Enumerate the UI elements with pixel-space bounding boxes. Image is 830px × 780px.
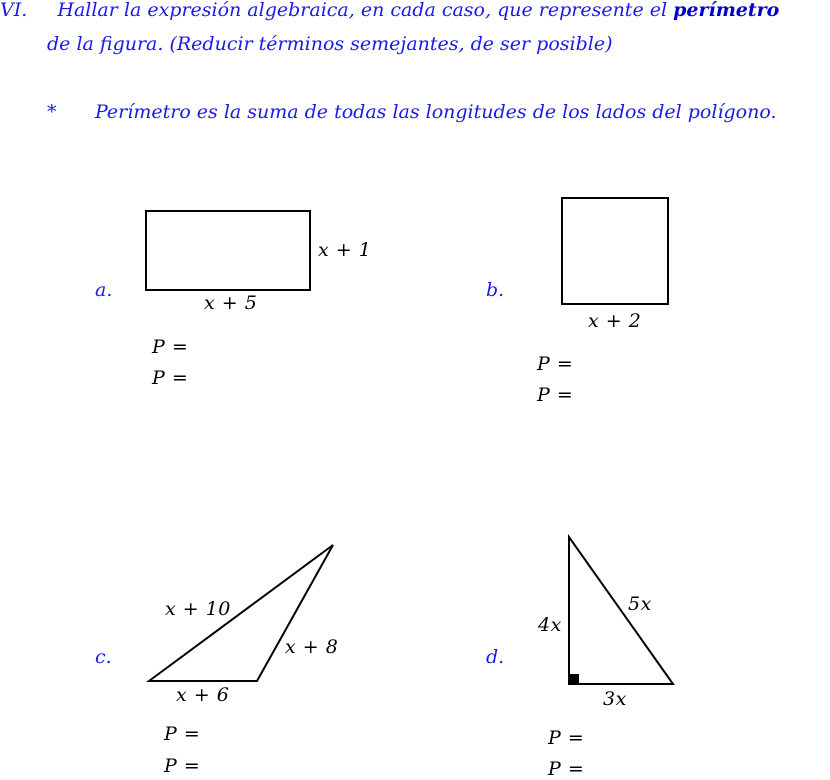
answer-c-line-1: P = (164, 723, 201, 745)
right-triangle-shape (569, 537, 673, 684)
instruction-line-2: de la figura. (Reducir términos semejantes, de ser posible) (47, 33, 613, 55)
answer-a-line-1: P = (152, 336, 189, 358)
side-a-right: x + 1 (318, 239, 372, 261)
side-b-bottom: x + 2 (588, 310, 642, 332)
answer-d-line-2: P = (548, 758, 585, 780)
side-c-bottom: x + 6 (176, 684, 230, 706)
answer-b-line-2: P = (537, 384, 574, 406)
answer-a-line-2: P = (152, 367, 189, 389)
answer-c-line-2: P = (164, 755, 201, 777)
side-c-right: x + 8 (285, 636, 339, 658)
instruction-text: Hallar la expresión algebraica, en cada caso, que represente el (57, 0, 668, 21)
square-shape (562, 198, 668, 304)
perimeter-term: perímetro (673, 0, 780, 21)
rectangle-shape (146, 211, 310, 290)
note-text: Perímetro es la suma de todas las longitudes de los lados del polígono. (95, 101, 777, 123)
right-angle-marker (569, 674, 579, 684)
side-d-left: 4x (538, 614, 562, 636)
answer-d-line-1: P = (548, 727, 585, 749)
label-c: c. (95, 646, 112, 668)
label-b: b. (486, 279, 505, 301)
side-d-hypotenuse: 5x (628, 593, 652, 615)
answer-b-line-1: P = (537, 353, 574, 375)
side-d-bottom: 3x (603, 688, 627, 710)
label-d: d. (486, 646, 505, 668)
side-a-bottom: x + 5 (204, 292, 258, 314)
label-a: a. (95, 279, 113, 301)
side-c-long: x + 10 (165, 598, 231, 620)
section-number: VI. (0, 0, 28, 21)
note-bullet: * (47, 101, 57, 123)
